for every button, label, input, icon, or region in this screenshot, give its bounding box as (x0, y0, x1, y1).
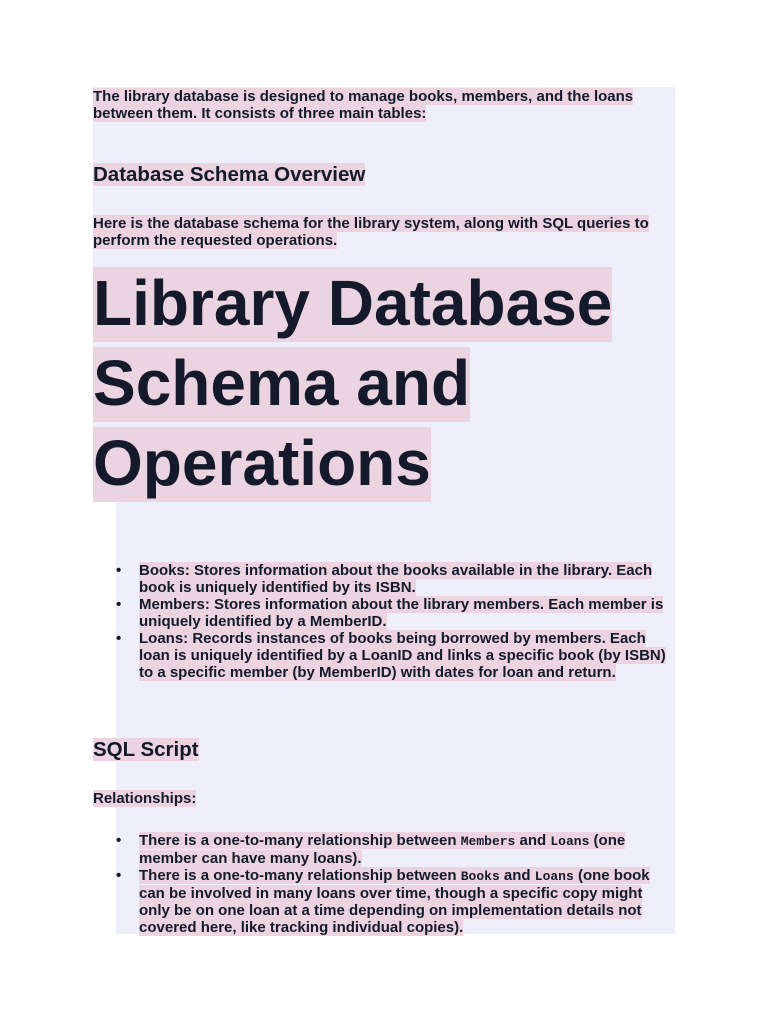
title-line-2: Schema and (93, 347, 470, 422)
title-line-1: Library Database (93, 267, 612, 342)
bullet-icon: • (116, 832, 122, 849)
bullet-icon: • (116, 596, 122, 613)
code-loans: Loans (534, 869, 574, 884)
list-item-members: • Members: Stores information about the library members. Each member is uniquely identified by a MemberID. (116, 596, 664, 630)
schema-overview-heading: Database Schema Overview (93, 163, 366, 186)
relationships-label: Relationships: (93, 790, 197, 807)
list-item-books: • Books: Stores information about the books available in the library. Each book is uniquely identified by its ISBN. (116, 562, 653, 596)
relationships-list (93, 832, 675, 936)
code-members: Members (460, 834, 516, 849)
bullet-icon: • (116, 630, 122, 647)
page-title (93, 263, 675, 503)
tables-list (93, 562, 675, 681)
schema-paragraph: Here is the database schema for the library system, along with SQL queries to perform the requested operations. (93, 215, 649, 249)
title-line-3: Operations (93, 427, 431, 502)
code-books: Books (460, 869, 500, 884)
bullet-icon: • (116, 562, 122, 579)
intro-paragraph: The library database is designed to manage books, members, and the loans between them. It consists of three main tables: (93, 88, 634, 122)
code-loans: Loans (550, 834, 590, 849)
sql-script-heading: SQL Script (93, 738, 199, 761)
bullet-icon: • (116, 867, 122, 884)
list-item-relationship: • There is a one-to-many relationship between Members and Loans (one member can have many loans). (116, 832, 626, 867)
list-item-relationship: • There is a one-to-many relationship between Books and Loans (one book can be involved in many loans over time, though a specific copy might only be on one loan at a time depending on implementation details not covered here, like tracking individual copies). (116, 867, 650, 936)
list-item-loans: • Loans: Records instances of books being borrowed by members. Each loan is uniquely identified by a LoanID and links a specific book (by ISBN) to a specific member (by MemberID) with dates for loan and return. (116, 630, 666, 681)
